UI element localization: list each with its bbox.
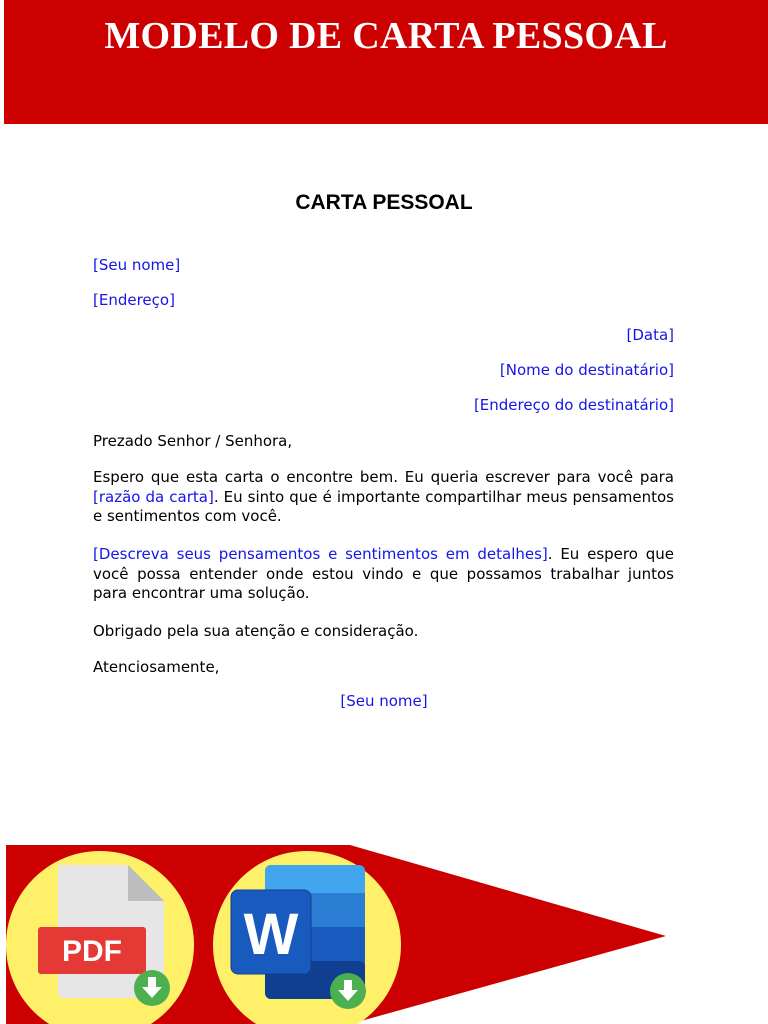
reason-placeholder: [razão da carta] [93,487,214,506]
letter-title: CARTA PESSOAL [295,191,473,214]
signature-name: [Seu nome] [340,692,428,710]
paragraph-1-start: Espero que esta carta o encontre bem. Eu queria escrever para você para [93,468,674,486]
paragraph-1 [93,468,674,527]
word-label: W [243,902,299,967]
sender-address: [Endereço] [93,291,175,309]
paragraph-1-end: . Eu sinto que é importante compartilhar meus pensamentos e sentimentos com você. [93,487,674,525]
recipient-address: [Endereço do destinatário] [473,396,674,414]
signoff: Atenciosamente, [93,658,220,676]
download-arrow-icon [134,970,170,1006]
thoughts-placeholder: [Descreva seus pensamentos e sentimentos em detalhes] [93,545,548,563]
letter-date: [Data] [626,326,674,344]
paragraph-2-end: . Eu espero que você possa entender onde estou vindo e que possamos trabalhar juntos para encontrar uma solução. [93,545,674,602]
download-arrow-icon [330,973,366,1009]
page-title: MODELO DE CARTA PESSOAL [104,15,668,57]
pdf-label: PDF [62,935,122,968]
closing-line: Obrigado pela sua atenção e consideração. [93,622,419,640]
greeting: Prezado Senhor / Senhora, [93,432,293,450]
paragraph-2 [93,545,674,604]
header-banner [4,0,768,124]
download-footer [0,843,768,1024]
sender-name: [Seu nome] [93,256,181,274]
recipient-name: [Nome do destinatário] [499,361,674,379]
